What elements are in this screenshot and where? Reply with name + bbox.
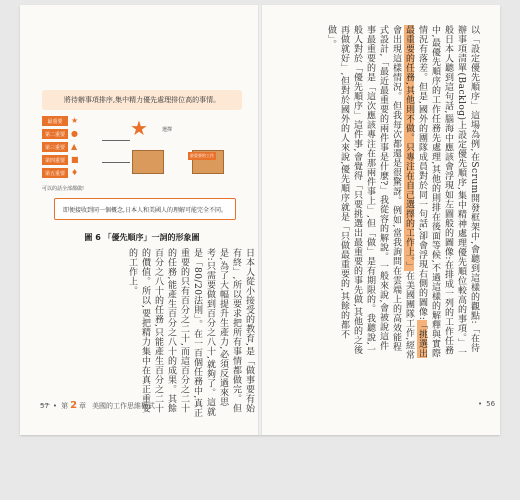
priority-label: 第二重要 (42, 129, 68, 139)
priority-figure (42, 90, 242, 242)
chapter-number: 2 (70, 400, 78, 411)
diamond-icon: ♦ (71, 168, 79, 177)
priority-label: 第三重要 (42, 142, 68, 152)
figure-note: 即便接收到同一個概念,日本人和美國人的理解可能完全不同。 (54, 198, 236, 220)
left-page-body: 日本人從小接受的教育,是「做事要有始有終」,所以要求把所有事情都做完。但是,為了大幅提升生產力,必須反過來思考:只需要做到百分之八十,就夠了。這就是「80/20法則」。在一百個任務中,真正重要的只有百分之二十,而這百分之二十的任務,能產生百分之八十的成果。其餘百分之八十的任務,只能產生百分之二十的價值。所以,要把精力集中在真正重要的工作上。 (127, 248, 254, 418)
square-icon: ■ (71, 155, 79, 164)
chapter-title: 美國的工作思維模式 (92, 401, 156, 410)
right-page-number: 56 (486, 400, 496, 408)
figure-caption: 圖 6 「優先順序」一詞的形象圖 (84, 233, 200, 242)
left-page-footer: 57 • 第 2 章 美國的工作思維模式 (40, 400, 156, 411)
triangle-icon: ▲ (71, 142, 78, 151)
right-page-body (275, 25, 480, 360)
right-page-footer: • 56 (478, 400, 496, 408)
star-icon: ★ (130, 116, 148, 140)
book-gutter (258, 5, 262, 435)
do-all-label: 可以的話全部都做! (42, 186, 85, 192)
star-icon: ★ (71, 116, 79, 125)
priority-list (42, 116, 94, 181)
open-box-icon (132, 150, 164, 174)
pick-label: 選擇 (162, 127, 173, 133)
chapter-prefix: 第 (61, 401, 69, 410)
priority-item (42, 168, 94, 178)
priority-item (42, 116, 94, 126)
goal-label: 最重要的工作 (190, 153, 214, 158)
priority-label: 最重要 (42, 116, 68, 126)
arrow-icon (102, 162, 130, 163)
arrow-icon (102, 140, 130, 141)
priority-item (42, 142, 94, 152)
priority-item (42, 155, 94, 165)
priority-label: 第五重要 (42, 168, 68, 178)
left-page-number: 57 (40, 401, 49, 410)
chapter-suffix: 章 (79, 401, 87, 410)
priority-label: 第四重要 (42, 155, 68, 165)
figure-header: 將待辦事項排序,集中精力優先處理排位高的事情。 (42, 90, 242, 110)
circle-icon: ● (71, 129, 78, 138)
highlighted-quote: 「挑選出最重要的任務,其他則不做。只專注在自己選擇的工作上。」 (404, 25, 427, 359)
priority-item (42, 129, 94, 139)
right-page-text-1: 以「設定優先順序」這場為例,在Scrum開發框架中,會聽到這樣的觀點:「在待辦事項清單(Backlog)上設定優先順序,集中精神處理優先順位較高的事項。」一般日本人聽到這句話,腦海中應該會浮現如左圖般的圖像:在排成一列的工作任務中,最優先順序的工作任務先處理,其他的則排在後面等候,不過這樣的解釋與實際情況有落差。但是,國外的團隊成員對於同一句話,卻會浮現右側的圖像: (417, 25, 479, 359)
right-page-text-2: 在美國團隊工作,經常會出現這樣情況。但我每次都還是很驚訝。例如,當我詢問在雲端上的高效能程式設計,「最近最重要的兩件事是什麼?」我從容的解說。一般來說,會被說這件事最重要的是「這次應該專注在那兩件事上」,但「做」是有期限的。我聽說,一般人對於「優先順序」這件事,會覺得「只要挑選出最重要的事先做,其他的之後再做就好」,但對於國外的人來說,優先順序就是「只做最重要的,其餘的都不做」。 (326, 25, 414, 360)
